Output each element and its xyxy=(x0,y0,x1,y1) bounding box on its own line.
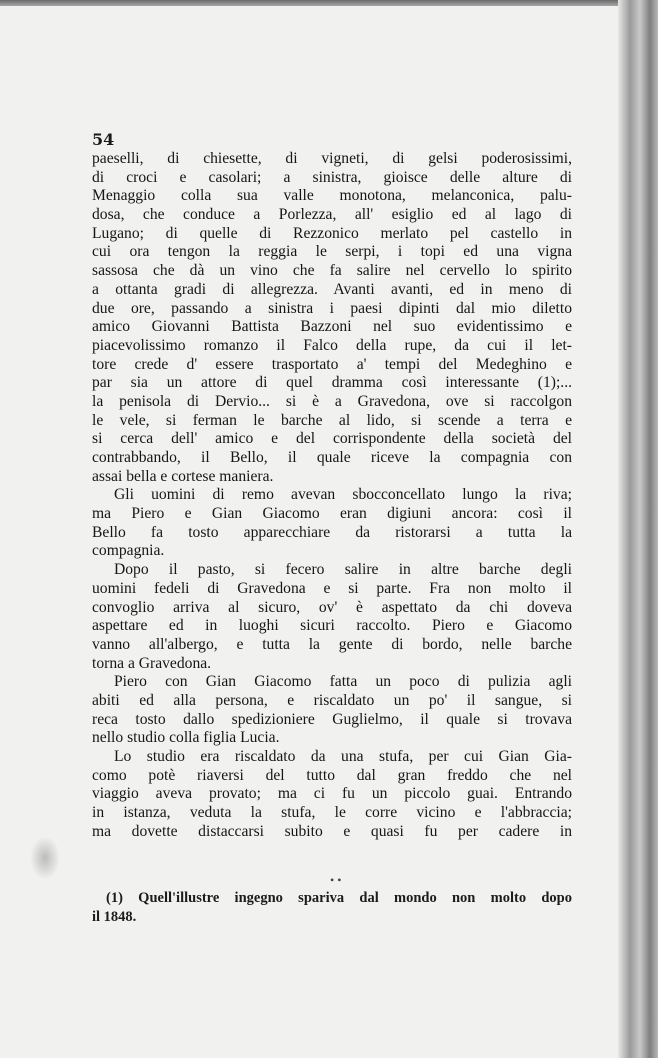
text-line: abiti ed alla persona, e riscaldato un po' il sangue, si xyxy=(92,691,572,709)
text-line: paeselli, di chiesette, di vigneti, di gelsi poderosissimi, xyxy=(92,150,572,167)
text-line: aspettare ed in luoghi sicuri raccolto. Piero e Giacomo xyxy=(92,617,572,635)
footnote-separator: • • xyxy=(330,873,342,887)
text-line: viaggio aveva provato; ma ci fu un piccolo guai. Entrando xyxy=(92,785,572,803)
ink-smudge xyxy=(30,836,60,880)
footnote xyxy=(92,889,572,926)
text-line: le vele, si ferman le barche al lido, si scende a terra e xyxy=(92,411,572,429)
page-right-edge xyxy=(618,0,658,1058)
text-line: contrabbando, il Bello, il quale riceve la compagnia con xyxy=(92,449,572,466)
text-line: piacevolissimo romanzo il Falco della rupe, da cui il let- xyxy=(92,336,572,354)
text-line: par sia un attore di quel dramma così interessante (1);... xyxy=(92,374,572,392)
text-line: torna a Gravedona. xyxy=(92,654,212,672)
text-line: Gli uomini di remo avevan sbocconcellato lungo la riva; xyxy=(114,486,572,504)
footnote-line: (1) Quell'illustre ingegno spariva dal mondo non molto dopo xyxy=(106,890,572,906)
text-line: reca tosto dallo spedizioniere Guglielmo, il quale si trovava xyxy=(92,710,572,728)
text-line: convoglio arriva al sicuro, ov' è aspettato da chi doveva xyxy=(92,598,572,616)
text-line: vanno all'albergo, e tutta la gente di bordo, nelle barche xyxy=(92,635,572,653)
text-line: di croci e casolari; a sinistra, gioisce delle alture di xyxy=(92,168,572,186)
footnote-line: il 1848. xyxy=(92,908,137,925)
text-line: due ore, passando a sinistra i paesi dipinti dal mio diletto xyxy=(92,299,572,317)
text-line: si cerca dell' amico e del corrispondente della società del xyxy=(92,430,572,448)
text-line: ma dovette distaccarsi subito e quasi fu per cadere in xyxy=(92,822,572,840)
text-line: Menaggio colla sua valle monotona, melanconica, palu- xyxy=(92,187,572,205)
page-number: 54 xyxy=(92,130,115,149)
text-line: amico Giovanni Battista Bazzoni nel suo evidentissimo e xyxy=(92,318,572,336)
body-text xyxy=(92,150,572,841)
text-line: Dopo il pasto, si fecero salire in altre barche degli xyxy=(114,561,572,579)
text-line: como potè riaversi del tutto dal gran freddo che nel xyxy=(92,766,572,784)
text-line: la penisola di Dervio... si è a Gravedona, ove si raccolgon xyxy=(92,392,572,410)
text-line: Lo studio era riscaldato da una stufa, per cui Gian Gia- xyxy=(114,748,572,765)
text-line: in istanza, veduta la stufa, le corre vicino e l'abbraccia; xyxy=(92,804,572,822)
text-line: compagnia. xyxy=(92,542,165,560)
text-line: dosa, che conduce a Porlezza, all' esiglio ed al lago di xyxy=(92,206,572,224)
text-line: tore crede d' essere trasportato a' tempi del Medeghino e xyxy=(92,355,572,373)
text-line: sassosa che dà un vino che fa salire nel cervello lo spirito xyxy=(92,262,572,280)
text-line: Bello fa tosto apparecchiare da ristorarsi a tutta la xyxy=(92,523,572,541)
text-line: a ottanta gradi di allegrezza. Avanti avanti, ed in meno di xyxy=(92,280,572,298)
text-line: assai bella e cortese maniera. xyxy=(92,467,274,485)
text-line: uomini fedeli di Gravedona e si parte. Fra non molto il xyxy=(92,579,572,597)
text-line: Piero con Gian Giacomo fatta un poco di pulizia agli xyxy=(114,673,572,691)
text-line: Lugano; di quelle di Rezzonico merlato pel castello in xyxy=(92,224,572,242)
text-line: nello studio colla figlia Lucia. xyxy=(92,729,280,747)
text-line: cui ora tengon la reggia le serpi, i topi ed una vigna xyxy=(92,243,572,261)
text-line: ma Piero e Gian Giacomo eran digiuni ancora: così il xyxy=(92,505,572,523)
